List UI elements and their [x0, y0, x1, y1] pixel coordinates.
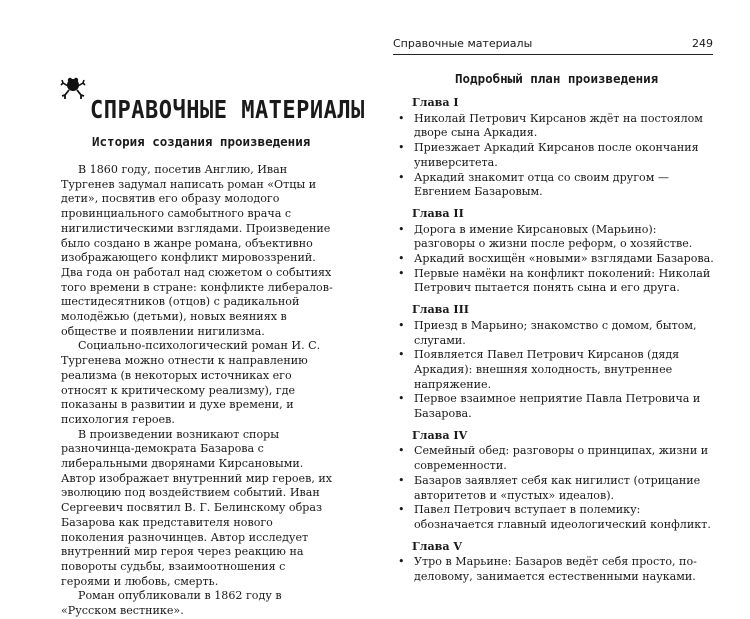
chapter-2 — [395, 207, 715, 296]
list-item — [395, 474, 715, 503]
list-item-text: Базаров заявляет себя как нигилист (отрицание авторитетов и «пустых» идеалов). — [414, 473, 701, 502]
list-item — [395, 319, 715, 348]
bullet-icon: • — [398, 444, 405, 458]
left-page — [0, 0, 375, 618]
chapter-list — [395, 96, 715, 592]
bullet-icon: • — [398, 266, 405, 280]
chapter-title: Глава I — [412, 96, 459, 109]
chapter-4 — [395, 429, 715, 533]
list-item-text: Павел Петрович вступает в полемику: обозначается главный идеологический конфликт. — [414, 503, 711, 531]
list-item — [395, 267, 715, 296]
chapter-5 — [395, 540, 715, 585]
plan-title: Подробный план произведения — [455, 71, 659, 86]
list-item — [395, 112, 715, 141]
chapter-3 — [395, 303, 715, 422]
running-head — [393, 37, 713, 55]
list-item-text: Первое взаимное неприятие Павла Петровича и Базарова. — [414, 392, 701, 421]
bullet-icon: • — [398, 392, 405, 406]
list-item-text: Аркадий знакомит отца со своим другом — Евгением Базаровым. — [414, 170, 669, 199]
list-item-text: Николай Петрович Кирсанов ждёт на постоялом дворе сына Аркадия. — [414, 111, 703, 140]
list-item — [395, 223, 715, 252]
list-item-text: Появляется Павел Петрович Кирсанов (дядя Аркадия): внешняя холодность, внутреннее напряжение. — [414, 348, 680, 391]
paragraph: В произведении возникают споры разночинца-демократа Базарова с либеральными дворянами Кирсановыми. Автор изображает внутренний мир героев, их эволюцию под воздействием событий. Иван Сергеевич посвятил В. Г. Белинскому образ Базарова как представителя нового поколения разночинцев. Автор исследует внутренний мир героя через реакцию на повороты судьбы, взаимоотношения с героями и любовь, смерть. — [61, 427, 333, 588]
list-item — [395, 348, 715, 392]
bullet-icon: • — [398, 555, 405, 569]
bullet-icon: • — [398, 348, 405, 362]
list-item — [395, 555, 715, 584]
bullet-icon: • — [398, 252, 405, 266]
body-text — [61, 163, 338, 619]
chapter-title: Глава IV — [412, 428, 468, 442]
list-item-text: Дорога в имение Кирсановых (Марьино): разговоры о жизни после реформ, о хозяйстве. — [414, 222, 693, 251]
bullet-icon: • — [398, 111, 405, 125]
list-item-text: Аркадий восхищён «новыми» взглядами Базарова. — [414, 252, 714, 266]
bullet-icon: • — [398, 503, 405, 517]
page-title: СПРАВОЧНЫЕ МАТЕРИАЛЫ — [90, 96, 365, 125]
running-head-title: Справочные материалы — [393, 37, 533, 50]
list-item — [395, 503, 715, 532]
list-item-text: Первые намёки на конфликт поколений: Николай Петрович пытается понять сына и его друга. — [414, 266, 711, 295]
bullet-icon: • — [398, 170, 405, 184]
list-item — [395, 444, 715, 473]
chapter-title: Глава III — [412, 303, 469, 317]
list-item-text: Семейный обед: разговоры о принципах, жизни и современности. — [414, 444, 709, 473]
bullet-icon: • — [398, 473, 405, 487]
list-item — [395, 171, 715, 200]
section-subtitle: История создания произведения — [92, 134, 311, 149]
list-item — [395, 141, 715, 170]
right-page — [375, 0, 750, 582]
paragraph: Социально-психологический роман И. С. Тургенева можно отнести к направлению реализма (в некоторых источниках его относят к критическому реализму), где показаны в развитии и духе времени, и психология героев. — [61, 339, 321, 426]
list-item — [395, 252, 715, 267]
list-item-text: Утро в Марьине: Базаров ведёт себя просто, по-деловому, занимается естественными науками. — [414, 555, 697, 584]
list-item-text: Приезд в Марьино; знакомство с домом, бытом, слугами. — [414, 318, 697, 347]
list-item-text: Приезжает Аркадий Кирсанов после окончания университета. — [414, 141, 699, 169]
paragraph: В 1860 году, посетив Англию, Иван Тургенев задумал написать роман «Отцы и дети», посвятив его образу молодого провинциального самобытного врача с нигилистическими взглядами. Произведение было создано в жанре романа, объективно изображающего конфликт мировоззрений. Два года он работал над сюжетом о событиях того времени в стране: конфликте либералов-шестидесятников (отцов) с радикальной молодёжью (детьми), новых веяниях в обществе и появлении нигилизма. — [61, 163, 333, 338]
page-number: 249 — [692, 37, 713, 50]
chapter-title: Глава II — [412, 206, 464, 220]
chapter-1 — [395, 96, 715, 200]
bullet-icon: • — [398, 141, 405, 155]
chapter-title: Глава V — [412, 539, 463, 553]
bullet-icon: • — [398, 222, 405, 236]
bullet-icon: • — [398, 318, 405, 332]
list-item — [395, 392, 715, 421]
frog-icon — [60, 74, 86, 100]
paragraph: Роман опубликовали в 1862 году в «Русском вестнике». — [61, 589, 282, 618]
